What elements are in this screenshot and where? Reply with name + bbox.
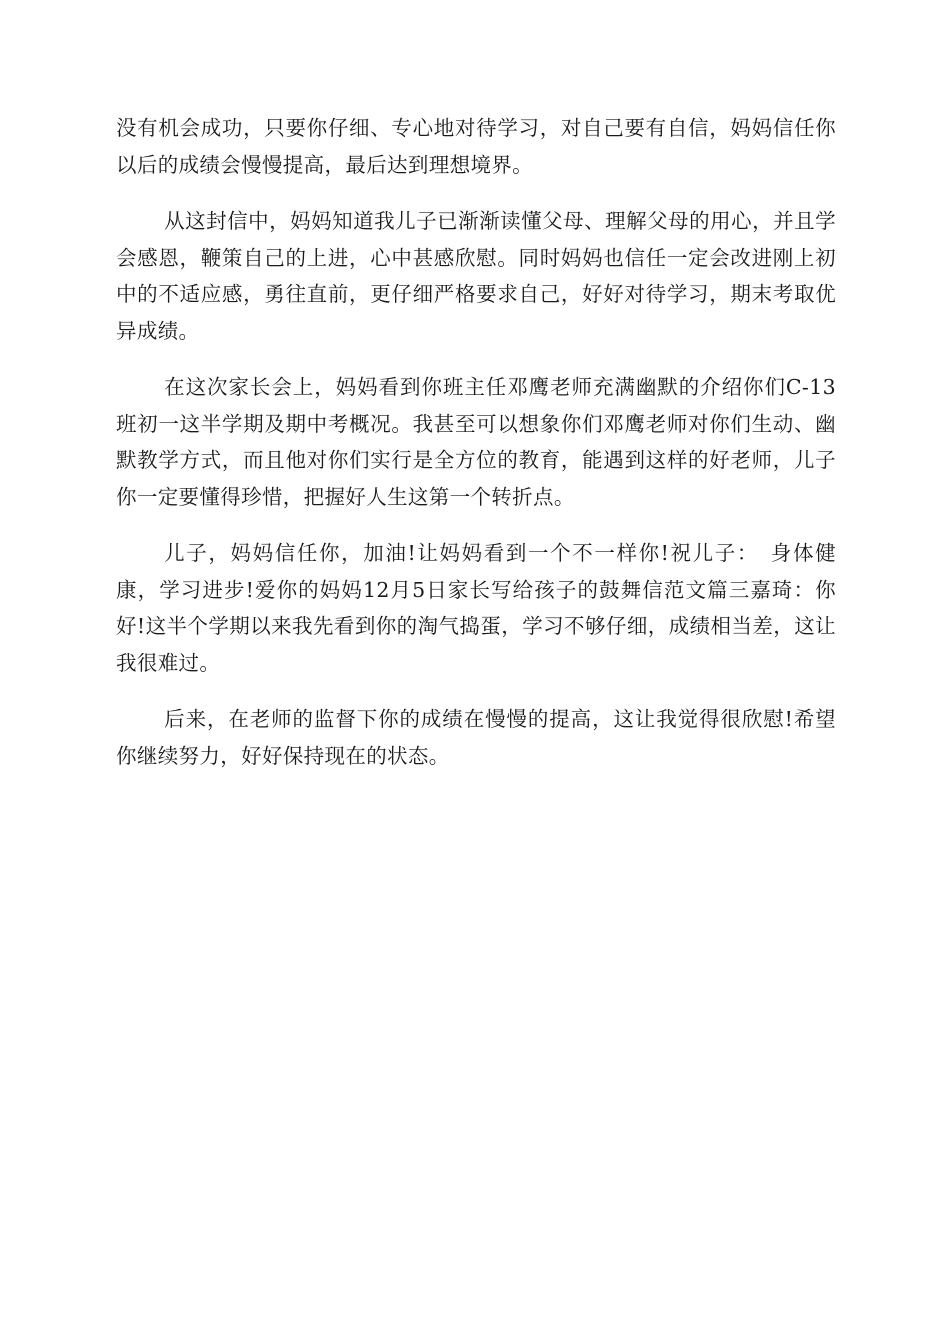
paragraph-5: 后来，在老师的监督下你的成绩在慢慢的提高，这让我觉得很欣慰!希望你继续努力，好好保持现在的状态。 [116, 707, 836, 768]
paragraph-3: 在这次家长会上，妈妈看到你班主任邓鹰老师充满幽默的介绍你们C-13班初一这半学期及期中考概况。我甚至可以想象你们邓鹰老师对你们生动、幽默教学方式，而且他对你们实行是全方位的教育，能遇到这样的好老师，儿子你一定要懂得珍惜，把握好人生这第一个转折点。 [116, 375, 836, 509]
paragraph-4: 儿子，妈妈信任你，加油!让妈妈看到一个不一样你!祝儿子： 身体健康，学习进步!爱你的妈妈12月5日家长写给孩子的鼓舞信范文篇三嘉琦：你好!这半个学期以来我先看到你的淘气捣蛋，学习不够仔细，成绩相当差，这让我很难过。 [116, 541, 836, 675]
letter-body [116, 110, 836, 794]
paragraph-2: 从这封信中，妈妈知道我儿子已渐渐读懂父母、理解父母的用心，并且学会感恩，鞭策自己的上进，心中甚感欣慰。同时妈妈也信任一定会改进刚上初中的不适应感，勇往直前，更仔细严格要求自己，好好对待学习，期末考取优异成绩。 [116, 209, 836, 343]
paragraph-1: 没有机会成功，只要你仔细、专心地对待学习，对自己要有自信，妈妈信任你以后的成绩会慢慢提高，最后达到理想境界。 [116, 116, 836, 177]
